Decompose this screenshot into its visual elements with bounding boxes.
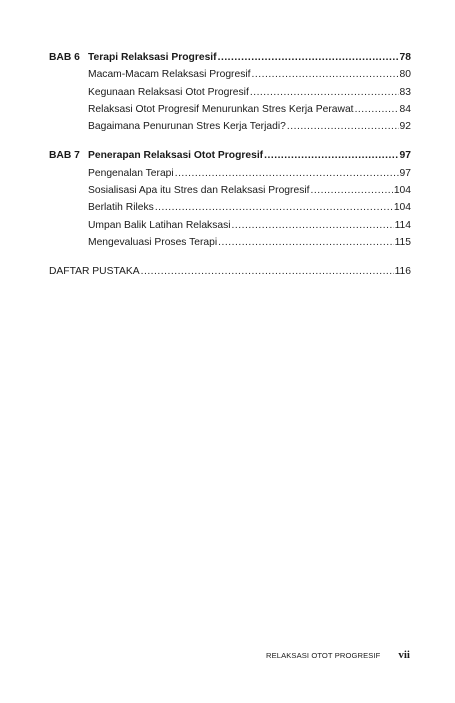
toc-entry[interactable] xyxy=(49,84,411,101)
chapter-number: BAB 6 xyxy=(49,52,80,63)
page-number: 104 xyxy=(393,185,411,197)
dot-leader xyxy=(218,49,399,66)
entry-title: Kegunaan Relaksasi Otot Progresif xyxy=(88,86,249,98)
dot-leader xyxy=(155,199,393,216)
running-title: RELAKSASI OTOT PROGRESIF xyxy=(266,651,381,660)
dot-leader xyxy=(355,101,399,118)
entry-title: Umpan Balik Latihan Relaksasi xyxy=(88,219,231,231)
toc-entry[interactable] xyxy=(49,66,411,83)
page-number: 78 xyxy=(399,52,411,63)
chapter-title: Penerapan Relaksasi Otot Progresif xyxy=(88,150,264,162)
dot-leader xyxy=(175,165,399,182)
entry-title: Berlatih Rileks xyxy=(88,202,154,214)
page-number: 97 xyxy=(399,167,411,179)
page-number: 114 xyxy=(394,219,411,231)
bibliography-title: DAFTAR PUSTAKA xyxy=(49,266,140,278)
folio-page-number: vii xyxy=(398,649,410,661)
toc-entry[interactable] xyxy=(49,234,411,251)
chapter-number: BAB 7 xyxy=(49,150,80,162)
toc-entry[interactable] xyxy=(49,217,411,234)
toc-bibliography[interactable] xyxy=(49,263,411,280)
dot-leader xyxy=(264,147,398,164)
chapter-title: Terapi Relaksasi Progresif xyxy=(88,52,217,63)
table-of-contents xyxy=(49,49,411,281)
entry-title: Mengevaluasi Proses Terapi xyxy=(88,236,218,248)
dot-leader xyxy=(232,217,394,234)
toc-entry[interactable] xyxy=(49,199,411,216)
page-number: 92 xyxy=(399,121,411,133)
dot-leader xyxy=(287,118,399,135)
page-number: 115 xyxy=(394,236,411,248)
entry-title: Macam-Macam Relaksasi Progresif xyxy=(88,69,251,81)
entry-title: Sosialisasi Apa itu Stres dan Relaksasi Progresif xyxy=(88,185,310,197)
page-number: 97 xyxy=(399,150,411,162)
page-number: 116 xyxy=(394,266,411,278)
toc-entry[interactable] xyxy=(49,101,411,118)
page-number: 83 xyxy=(399,86,411,98)
toc-entry[interactable] xyxy=(49,118,411,135)
page-number: 80 xyxy=(399,69,411,81)
page-footer xyxy=(266,649,410,661)
dot-leader xyxy=(252,66,399,83)
chapter-7 xyxy=(49,147,411,251)
dot-leader xyxy=(250,84,399,101)
entry-title: Bagaimana Penurunan Stres Kerja Terjadi? xyxy=(88,121,286,133)
entry-title: Pengenalan Terapi xyxy=(88,167,174,179)
chapter-6 xyxy=(49,49,411,135)
toc-chapter-heading[interactable] xyxy=(49,49,411,66)
toc-entry[interactable] xyxy=(49,165,411,182)
page-number: 104 xyxy=(393,202,411,214)
toc-entry[interactable] xyxy=(49,182,411,199)
dot-leader xyxy=(141,263,394,280)
dot-leader xyxy=(311,182,393,199)
dot-leader xyxy=(218,234,393,251)
toc-chapter-heading[interactable] xyxy=(49,147,411,164)
page-number: 84 xyxy=(399,103,411,115)
entry-title: Relaksasi Otot Progresif Menurunkan Stres Kerja Perawat xyxy=(88,103,354,115)
